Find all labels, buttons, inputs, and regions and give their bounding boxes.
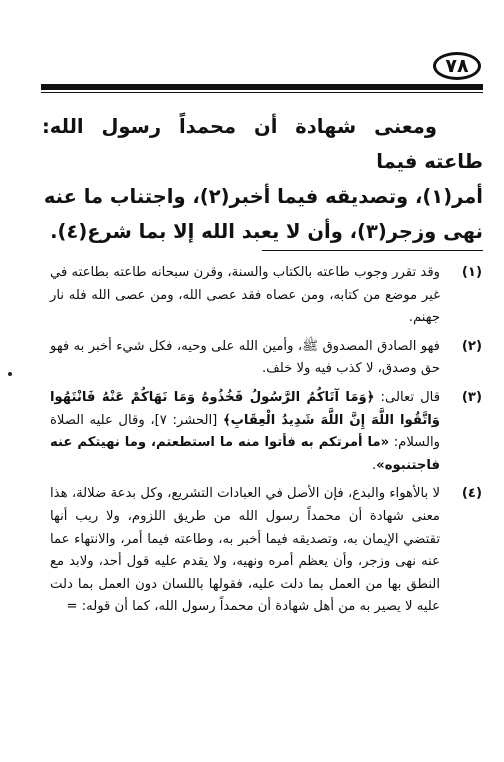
- verse-reference: [الحشر: ٧]، وقال عليه الصلاة والسلام:: [50, 412, 440, 451]
- footnote-text: لا بالأهواء والبدع، فإن الأصل في العبادات التشريع، وكل بدعة ضلالة، هذا معنى شهادة أن محمداً رسول الله من طريق اللزوم، ولا ريب أنها تقتضي الإيمان به، وتصديقه فيما أخبر به، وطاعته فيما أمر، والانتهاء عما عنه نهى وزجر، وأن يعظم أمره ونهيه، ولا يقدم عليه قول أحد، ولابد مع النطق بها من العمل بما دلت عليه، فقولها باللسان دون العمل بما دلت عليه لا يصير به من أهل شهادة أن محمداً رسول الله، كما أن قوله: =: [50, 486, 440, 615]
- footnote-number: (١): [461, 265, 482, 280]
- footnotes: [50, 262, 482, 625]
- footnote-text: [50, 387, 440, 477]
- footnote-intro: قال تعالى:: [374, 389, 440, 405]
- footnote-text: وقد تقرر وجوب طاعته بالكتاب والسنة، وقرن سبحانه طاعته بطاعته في غير موضع من كتابه، ومن عصاه فقد عصى الله، ومن عصى الله فله نار جهنم.: [50, 265, 440, 326]
- footnote-end: .: [371, 457, 377, 473]
- footnote-number: (٤): [461, 486, 482, 502]
- main-paragraph: [42, 109, 483, 249]
- footnote-text: فهو الصادق المصدوق ﷺ، وأمين الله على وحيه، فكل شيء أخبر به فهو حق وصدق، لا كذب فيه ولا خلف.: [50, 338, 440, 377]
- header-rule: [41, 84, 483, 93]
- footnote: [50, 336, 482, 381]
- page-number: ٧٨: [433, 52, 481, 80]
- footnote-number: (٢): [461, 338, 482, 354]
- footnote: [50, 387, 482, 477]
- footnote-number: (٣): [461, 389, 482, 405]
- main-line: ومعنى شهادة أن محمداً رسول الله: طاعته فيما: [42, 115, 483, 173]
- quran-verse: ﴿وَمَا آتَاكُمُ الرَّسُولُ فَخُذُوهُ وَمَا نَهَاكُمْ عَنْهُ فَانْتَهُوا وَاتَّقُوا اللَّهَ إِنَّ اللَّهَ شَدِيدُ الْعِقَابِ﴾: [50, 389, 440, 428]
- margin-mark: [8, 372, 12, 376]
- footnote: [50, 483, 482, 619]
- main-line: أمر(١)، وتصديقه فيما أخبر(٢)، واجتناب ما عنه: [43, 185, 483, 208]
- main-line: نهى وزجر(٣)، وأن لا يعبد الله إلا بما شرع(٤).: [50, 220, 483, 243]
- footnote: [50, 262, 482, 330]
- footnote-separator: [262, 250, 483, 251]
- hadith-quote: «ما أمرتكم به فأتوا منه ما استطعتم، وما نهيتكم عنه فاجتنبوه»: [50, 435, 440, 473]
